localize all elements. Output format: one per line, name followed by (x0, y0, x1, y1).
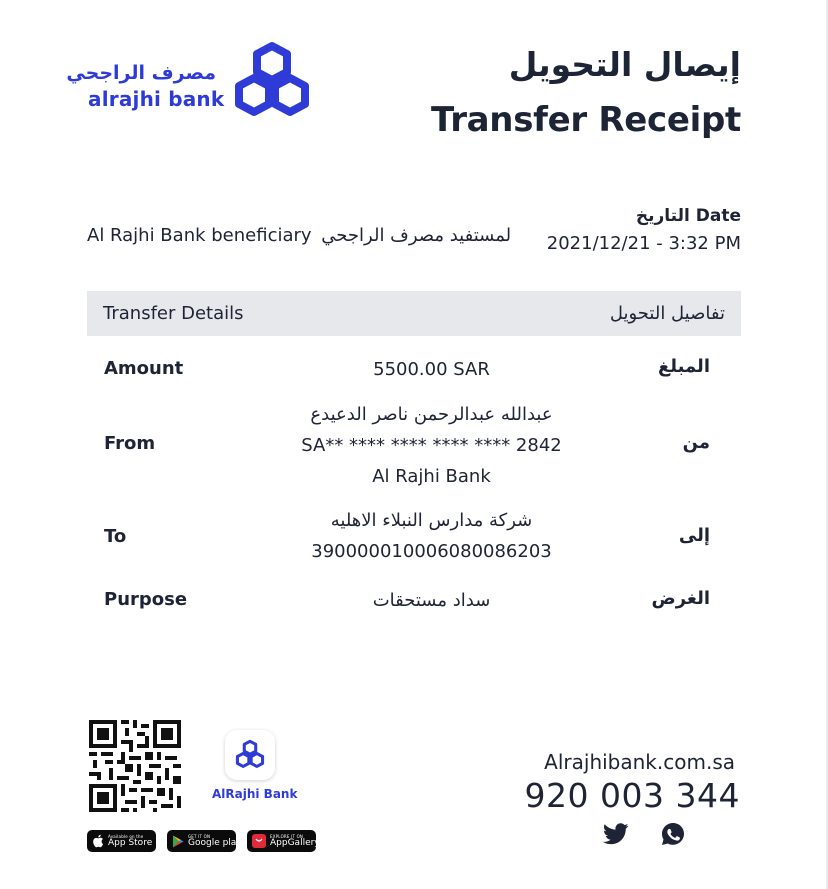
from-label-arabic: من (682, 432, 710, 453)
transfer-details-table (87, 291, 741, 336)
google-play-badge[interactable] (167, 830, 242, 852)
phone-number[interactable]: 920 003 344 (524, 776, 740, 815)
app-store-small-text: Available on the (108, 833, 144, 839)
from-account: SA** **** **** **** **** 2842 (301, 435, 562, 456)
to-value (300, 505, 563, 567)
details-header-english: Transfer Details (103, 303, 244, 324)
purpose-label-arabic: الغرض (651, 588, 710, 609)
website-link[interactable]: Alrajhibank.com.sa (544, 750, 735, 774)
purpose-text: سداد مستحقات (372, 590, 491, 611)
twitter-icon[interactable] (603, 822, 629, 846)
purpose-value (300, 585, 563, 616)
to-name: شركة مدارس النبلاء الاهليه (330, 510, 533, 531)
receipt-title-arabic: إيصال التحويل (508, 45, 741, 84)
beneficiary-arabic: لمستفيد مصرف الراجحي (321, 225, 512, 246)
amount-label: Amount (104, 358, 184, 379)
huawei-icon (252, 834, 266, 848)
purpose-label: Purpose (104, 589, 188, 610)
alrajhi-logo (66, 40, 318, 124)
logo-english-name: alrajhi bank (88, 87, 225, 111)
from-label: From (104, 433, 156, 454)
details-header-arabic: تفاصيل التحويل (609, 303, 725, 324)
receipt-title: Transfer Receipt (431, 100, 741, 140)
amount-label-arabic: المبلغ (658, 356, 710, 377)
app-tile (225, 730, 275, 780)
app-gallery-small-text: EXPLORE IT ON (270, 833, 304, 839)
beneficiary-type (87, 225, 511, 246)
from-bank: Al Rajhi Bank (372, 466, 491, 487)
app-store-text: App Store (108, 837, 153, 848)
google-play-small-text: GET IT ON (188, 833, 211, 839)
app-name: AlRajhi Bank (212, 787, 298, 801)
google-play-text: Google play (188, 837, 242, 848)
google-play-icon (172, 834, 184, 848)
date-label-arabic: التاريخ (635, 206, 690, 226)
to-label: To (104, 526, 127, 547)
app-store-badge[interactable] (87, 830, 156, 852)
alrajhi-app-icon (233, 739, 267, 771)
date-label-english: Date (695, 206, 741, 226)
to-account: 390000010006080086203 (311, 541, 552, 562)
date-value: 2021/12/21 - 3:32 PM (546, 233, 741, 254)
app-gallery-text: AppGallery (270, 837, 320, 848)
apple-icon (92, 834, 104, 848)
app-gallery-badge[interactable] (247, 830, 320, 852)
qr-code (89, 720, 181, 812)
alrajhi-logo-mark-icon (229, 40, 315, 124)
amount-value: 5500.00 SAR (373, 359, 490, 380)
beneficiary-english: Al Rajhi Bank beneficiary (87, 225, 312, 246)
to-label-arabic: إلى (678, 525, 710, 546)
logo-arabic-name: مصرف الراجحي (66, 62, 216, 84)
date-label (636, 206, 741, 226)
from-value (300, 399, 563, 492)
whatsapp-icon[interactable] (660, 822, 686, 846)
from-name: عبدالله عبدالرحمن ناصر الدعيدع (310, 404, 553, 425)
transfer-details-header (87, 291, 741, 336)
app-icon-badge[interactable] (212, 730, 298, 801)
